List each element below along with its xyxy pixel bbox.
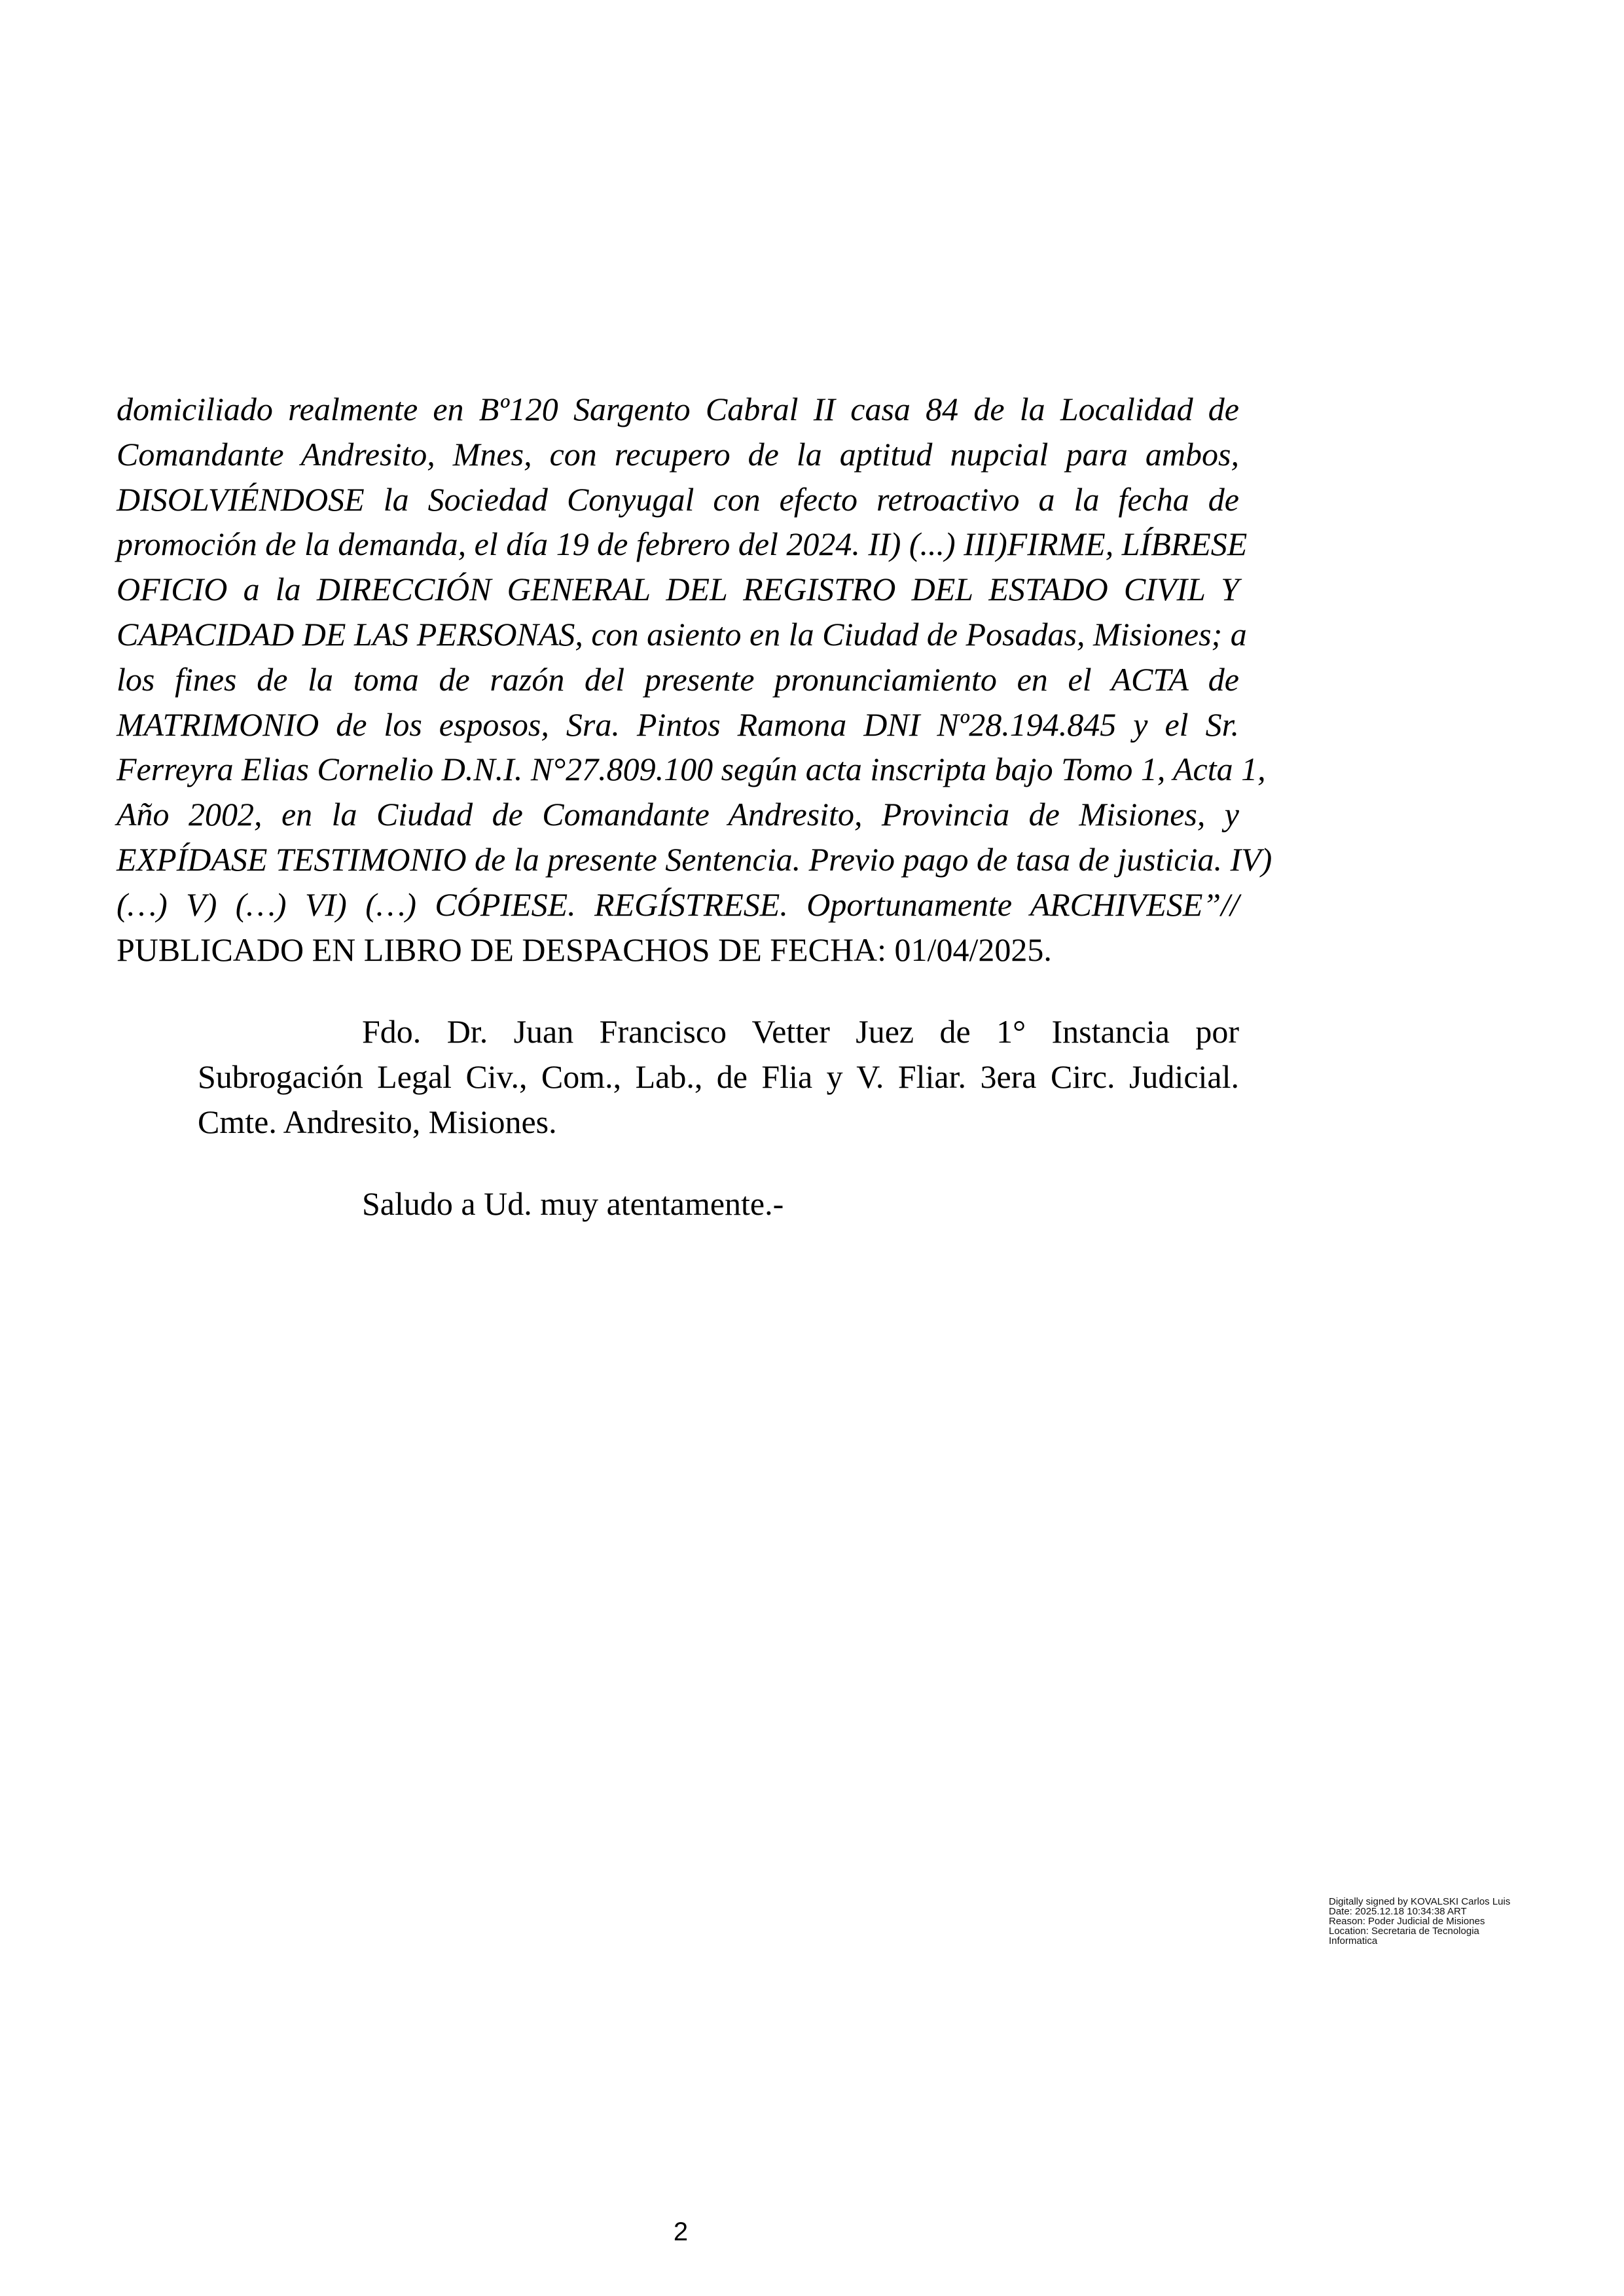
digital-signature-line: Reason: Poder Judicial de Misiones	[1329, 1916, 1485, 1927]
closing-salutation: Saludo a Ud. muy atentamente.-	[362, 1185, 784, 1222]
body-line-1: domiciliado realmente en Bº120 Sargento Cabral II casa 84 de la Localidad de	[117, 391, 1239, 427]
body-line-12: (…) V) (…) VI) (…) CÓPIESE. REGÍSTRESE. Oportunamente ARCHIVESE”//	[117, 886, 1239, 923]
digital-signature-line: Date: 2025.12.18 10:34:38 ART	[1329, 1906, 1467, 1917]
body-line-7: los fines de la toma de razón del presente pronunciamiento en el ACTA de	[117, 661, 1239, 698]
body-line-10: Año 2002, en la Ciudad de Comandante Andresito, Provincia de Misiones, y	[117, 796, 1239, 833]
body-line-4: promoción de la demanda, el día 19 de febrero del 2024. II) (...) III)FIRME, LÍBRESE	[117, 526, 1248, 562]
body-line-3: DISOLVIÉNDOSE la Sociedad Conyugal con efecto retroactivo a la fecha de	[117, 481, 1239, 518]
page-number: 2	[673, 2217, 689, 2246]
signed-by-line-2: Subrogación Legal Civ., Com., Lab., de Flia y V. Fliar. 3era Circ. Judicial.	[198, 1058, 1239, 1095]
signed-by-line-3: Cmte. Andresito, Misiones.	[198, 1103, 557, 1140]
digital-signature-line: Location: Secretaria de Tecnologia	[1329, 1926, 1479, 1937]
body-line-5: OFICIO a la DIRECCIÓN GENERAL DEL REGISTRO DEL ESTADO CIVIL Y	[117, 571, 1239, 607]
publication-line: PUBLICADO EN LIBRO DE DESPACHOS DE FECHA: 01/04/2025.	[117, 931, 1052, 968]
signed-by-line-1: Fdo. Dr. Juan Francisco Vetter Juez de 1° Instancia por	[362, 1013, 1239, 1050]
body-line-9: Ferreyra Elias Cornelio D.N.I. N°27.809.100 según acta inscripta bajo Tomo 1, Acta 1,	[117, 751, 1266, 787]
body-line-6: CAPACIDAD DE LAS PERSONAS, con asiento en la Ciudad de Posadas, Misiones; a	[117, 616, 1247, 653]
body-line-2: Comandante Andresito, Mnes, con recupero de la aptitud nupcial para ambos,	[117, 436, 1239, 473]
body-line-8: MATRIMONIO de los esposos, Sra. Pintos Ramona DNI Nº28.194.845 y el Sr.	[117, 706, 1239, 743]
digital-signature-line: Informatica	[1329, 1935, 1378, 1946]
body-line-11: EXPÍDASE TESTIMONIO de la presente Sentencia. Previo pago de tasa de justicia. IV)	[117, 841, 1272, 878]
digital-signature-line: Digitally signed by KOVALSKI Carlos Luis	[1329, 1896, 1511, 1907]
digital-signature-stamp	[1329, 1897, 1510, 1946]
